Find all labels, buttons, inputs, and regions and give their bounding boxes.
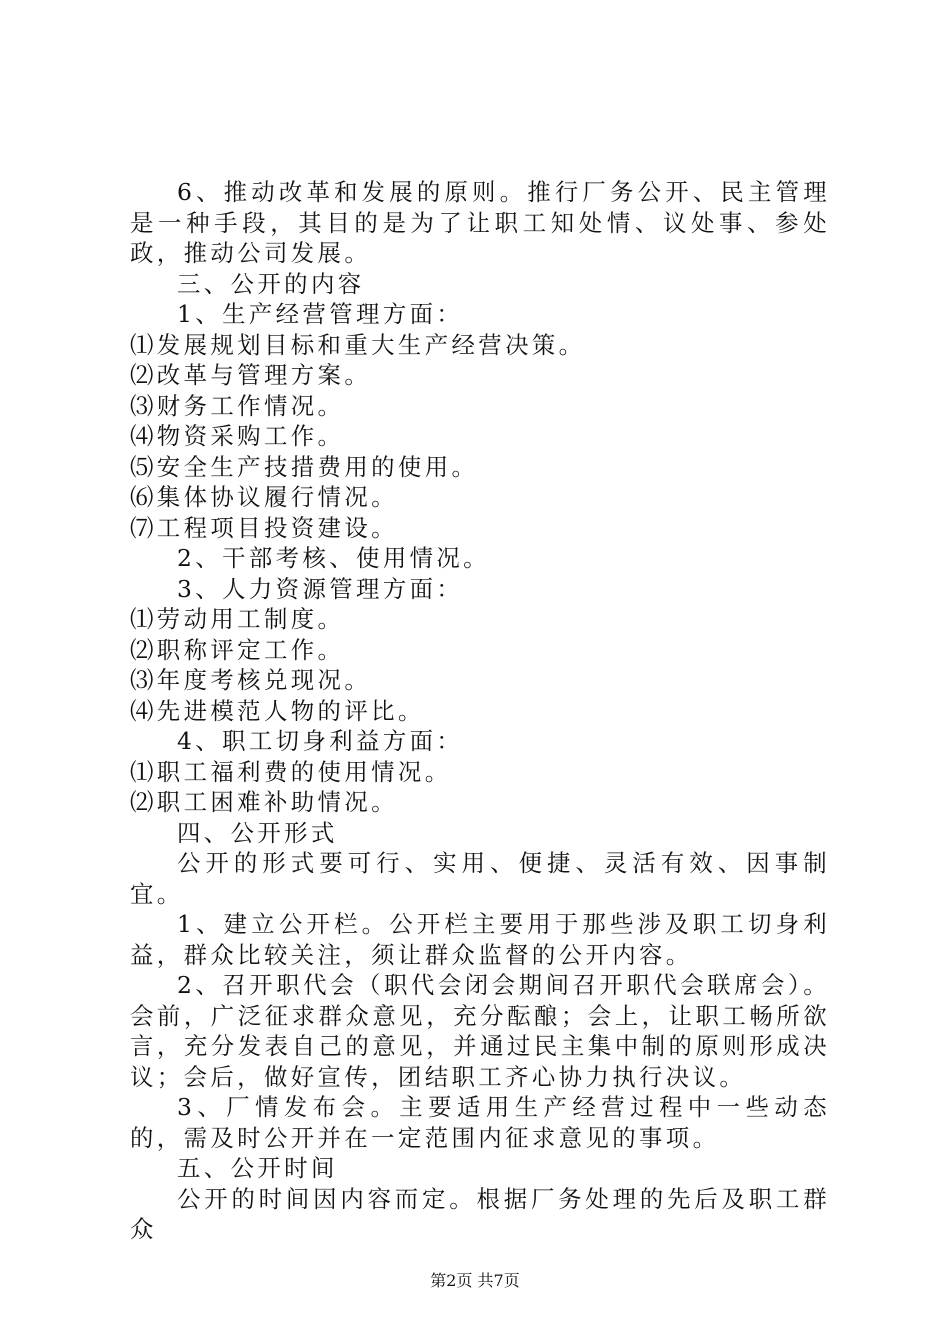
page-number-footer: 第2页 共7页	[430, 1271, 520, 1290]
list-item: ⑴劳动用工制度。	[130, 605, 345, 633]
paragraph-bulletin-board: 1、建立公开栏。公开栏主要用于那些涉及职工切身利益，群众比较关注，须让群众监督的公开内容。	[130, 910, 830, 969]
list-item: ⑴发展规划目标和重大生产经营决策。	[130, 330, 586, 359]
paragraph-principle-6: 6、推动改革和发展的原则。推行厂务公开、民主管理是一种手段，其目的是为了让职工知处情、议处事、参处政，推动公司发展。	[130, 178, 830, 267]
subheading-cadre: 2、干部考核、使用情况。	[177, 544, 490, 572]
paragraph-press-conference: 3、厂情发布会。主要适用生产经营过程中一些动态的，需及时公开并在一定范围内征求意见的事项。	[130, 1093, 830, 1152]
list-item: ⑶财务工作情况。	[130, 391, 345, 420]
paragraph-timing: 公开的时间因内容而定。根据厂务处理的先后及职工群众	[130, 1184, 830, 1243]
list-item: ⑶年度考核兑现况。	[130, 666, 372, 694]
heading-section-5: 五、公开时间	[177, 1154, 338, 1182]
list-item: ⑷先进模范人物的评比。	[130, 696, 425, 725]
subheading-benefits: 4、职工切身利益方面：	[177, 727, 464, 755]
list-item: ⑴职工福利费的使用情况。	[130, 757, 452, 786]
list-item: ⑷物资采购工作。	[130, 422, 345, 450]
document-body	[130, 177, 830, 1245]
list-item: ⑵改革与管理方案。	[130, 361, 372, 389]
list-item: ⑺工程项目投资建设。	[130, 513, 398, 542]
heading-section-4: 四、公开形式	[177, 818, 338, 847]
list-item: ⑸安全生产技措费用的使用。	[130, 452, 479, 481]
list-item: ⑵职工困难补助情况。	[130, 788, 398, 816]
paragraph-forms-intro: 公开的形式要可行、实用、便捷、灵活有效、因事制宜。	[130, 849, 830, 908]
list-item: ⑵职称评定工作。	[130, 635, 345, 664]
subheading-production: 1、生产经营管理方面：	[177, 300, 464, 328]
heading-section-3: 三、公开的内容	[177, 269, 365, 298]
list-item: ⑹集体协议履行情况。	[130, 483, 398, 511]
subheading-hr: 3、人力资源管理方面：	[177, 574, 464, 603]
paragraph-workers-congress: 2、召开职代会（职代会闭会期间召开职代会联席会）。会前，广泛征求群众意见，充分酝酿；会上，让职工畅所欲言，充分发表自己的意见，并通过民主集中制的原则形成决议；会后，做好宣传，团结职工齐心协力执行决议。	[130, 971, 830, 1091]
